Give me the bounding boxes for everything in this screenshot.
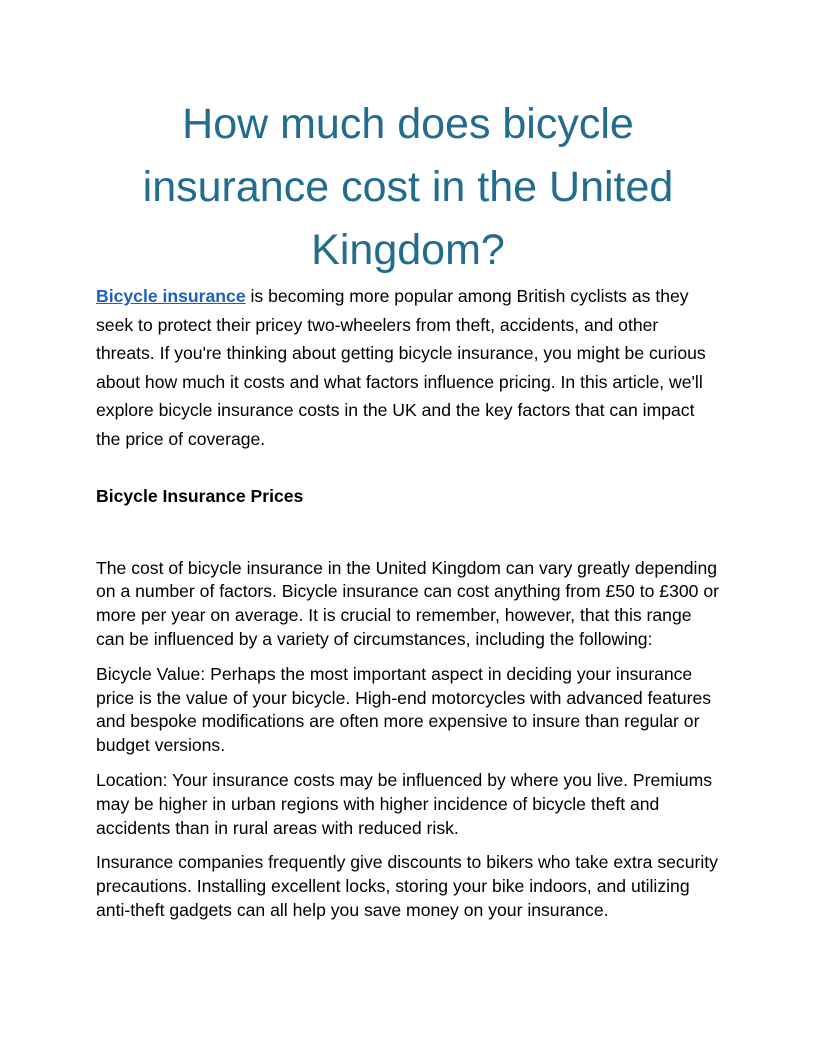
intro-paragraph: [96, 282, 720, 454]
document-page: [96, 93, 720, 923]
paragraph-bicycle-value: Bicycle Value: Perhaps the most important aspect in deciding your insurance price is the value of your bicycle. High-end motorcycles with advanced features and bespoke modifications are often more expensive to insure than regular or budget versions.: [96, 663, 712, 756]
intro-text: is becoming more popular among British cyclists as they seek to protect their pricey two-wheelers from theft, accidents, and other threats. If you're thinking about getting bicycle insurance, you might be curious about how much it costs and what factors influence pricing. In this article, we'll explore bicycle insurance costs in the UK and the key factors that can impact the price of coverage.: [96, 286, 706, 449]
paragraph-cost-overview: The cost of bicycle insurance in the United Kingdom can vary greatly depending on a number of factors. Bicycle insurance can cost anything from £50 to £300 or more per year on average. It is crucial to remember, however, that this range can be influenced by a variety of circumstances, including the following:: [96, 557, 719, 649]
page-title: How much does bicycle insurance cost in the United Kingdom?: [142, 100, 674, 274]
bicycle-insurance-link[interactable]: Bicycle insurance: [96, 286, 246, 306]
section-heading: Bicycle Insurance Prices: [96, 485, 304, 506]
paragraph-security-discounts: Insurance companies frequently give discounts to bikers who take extra security precautions. Installing excellent locks, storing your bike indoors, and utilizing anti-theft gadgets can all help you save money on your insurance.: [96, 852, 718, 920]
paragraph-location: Location: Your insurance costs may be influenced by where you live. Premiums may be higher in urban regions with higher incidence of bicycle theft and accidents than in rural areas with reduced risk.: [96, 769, 713, 838]
